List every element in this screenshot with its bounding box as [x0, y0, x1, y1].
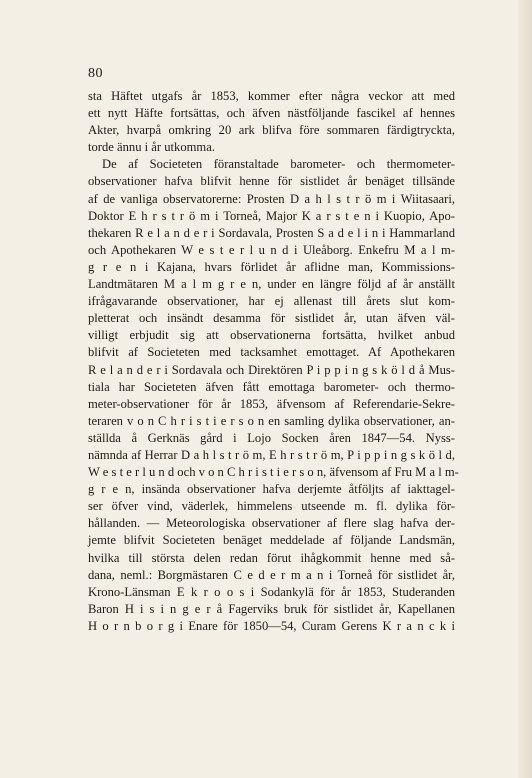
text-line: Krono-Länsman E k r o o s i Sodankylä för år 1853, Studeranden	[88, 584, 455, 599]
text-line: ett nytt Häfte fortsättas, och äfven nästföljande fascikel af hennes	[88, 106, 455, 121]
text-line: R e l a n d e r i Sordavala och Direktören P i p p i n g s k ö l d å Mus-	[88, 362, 455, 377]
text-line: ifrågavarande observationer, har ej allenast till årets slut kom-	[88, 294, 455, 309]
text-line: observationer hafva blifvit henne för sistlidet år benäget tillsände	[88, 174, 455, 189]
text-line: ser öfver vind, väderlek, himmelens utseende m. fl. dylika för-	[88, 499, 455, 514]
text-line: pletterat och insändt desamma för sistlidet år, utan äfven väl-	[88, 311, 455, 326]
text-line: nämnda af Herrar D a h l s t r ö m, E h r s t r ö m, P i p p i n g s k ö l d,	[88, 447, 455, 462]
text-line: sta Häftet utgafs år 1853, kommer efter några veckor att med	[88, 89, 455, 103]
text-line: g r e n, insända observationer hafva derjemte åtföljts af iakttagel-	[88, 482, 455, 497]
text-line: Landtmätaren M a l m g r e n, under en längre följd af år anställt	[88, 277, 455, 292]
text-line: thekaren R e l a n d e r i Sordavala, Prosten S a d e l i n i Hammarland	[88, 225, 455, 240]
text-line: dana, neml.: Borgmästaren C e d e r m a n i Torneå för sistlidet år,	[88, 567, 455, 582]
text-line: torde ännu i år utkomma.	[88, 140, 215, 155]
page-number: 80	[88, 66, 103, 81]
text-line: jemte blifvit Societeten benäget meddelade af följande Landsmän,	[88, 533, 455, 548]
text-line: och Apothekaren W e s t e r l u n d i Uleåborg. Enkefru M a l m-	[88, 242, 455, 257]
text-line: ställda å Gerknäs gård i Lojo Socken åren 1847—54. Nyss-	[88, 430, 455, 445]
text-line: teraren v o n C h r i s t i e r s o n en samling dylika observationer, an-	[88, 413, 455, 428]
text-line: villigt erbjudit sig att observationerna fortsätta, hvilket anbud	[88, 328, 455, 343]
text-line: hållanden. — Meteorologiska observationer af flere slag hafva der-	[88, 516, 455, 531]
text-line: W e s t e r l u n d och v o n C h r i s t i e r s o n, äfvensom af Fru M a l m-	[88, 465, 459, 480]
text-line: H o r n b o r g i Enare för 1850—54, Curam Gerens K r a n c k i	[88, 618, 455, 633]
text-line: meter-observationer för år 1853, äfvensom af Referendarie-Sekre-	[88, 396, 455, 411]
text-line: g r e n i Kajana, hvars förlidet år aflidne man, Kommissions-	[88, 259, 455, 274]
body-text	[88, 88, 459, 635]
text-line: hvilka till största delen redan förut ihågkommit henne med så-	[88, 550, 455, 565]
text-line: blifvit af Societeten med tacksamhet emottaget. Af Apothekaren	[88, 345, 455, 360]
text-line: Akter, hvarpå omkring 20 ark blifva före sommaren färdigtryckta,	[88, 123, 455, 138]
text-line: af de vanliga observatorerne: Prosten D a h l s t r ö m i Wiitasaari,	[88, 191, 455, 206]
text-line: Doktor E h r s t r ö m i Torneå, Major K a r s t e n i Kuopio, Apo-	[88, 208, 455, 223]
page-edge-shadow	[518, 0, 532, 778]
text-line: tiala har Societeten äfven fått emottaga barometer- och thermo-	[88, 379, 455, 394]
text-line: Baron H i s i n g e r å Fagerviks bruk för sistlidet år, Kapellanen	[88, 601, 455, 616]
text-line: De af Societeten föranstaltade barometer- och thermometer-	[102, 157, 455, 172]
